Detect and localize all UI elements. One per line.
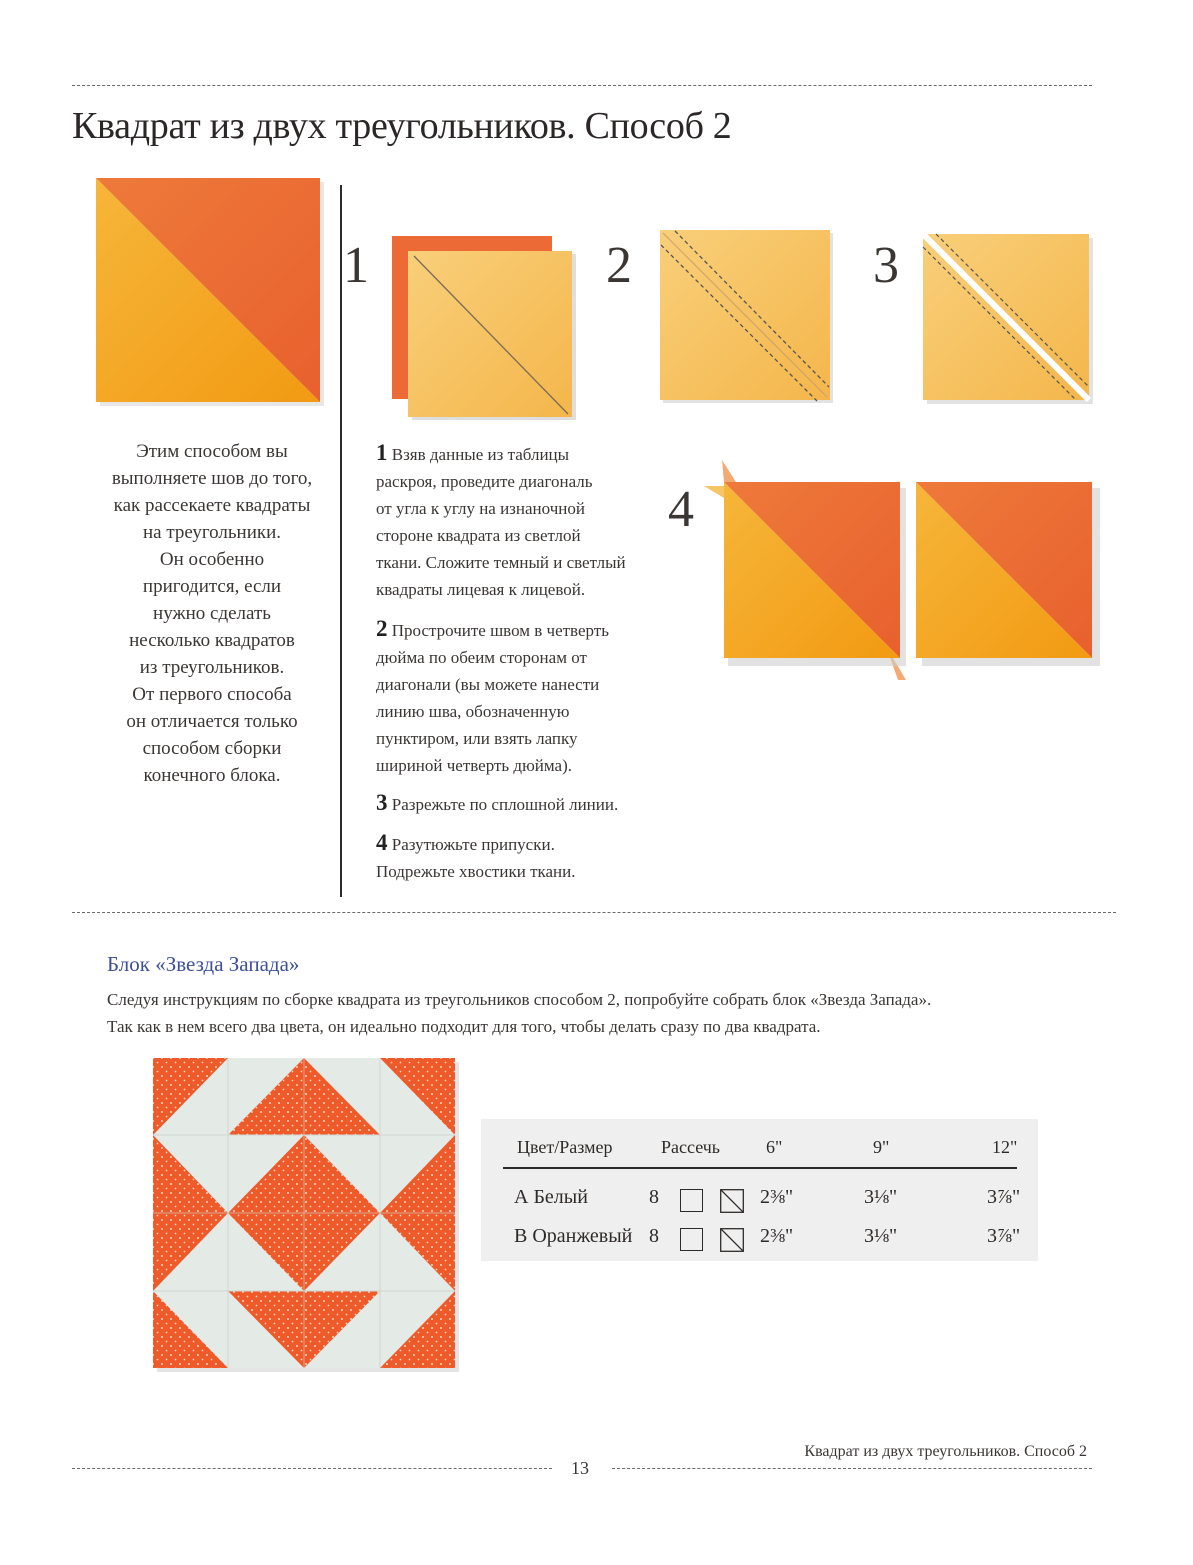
step-number-1: 1 (343, 237, 369, 294)
row-a-6: 2⅜" (760, 1186, 794, 1208)
page-title: Квадрат из двух треугольников. Способ 2 (72, 105, 732, 147)
header-color-size: Цвет/Размер (517, 1137, 613, 1157)
step1-stacked-squares (388, 232, 578, 422)
row-a-12: 3⅞" (987, 1186, 1021, 1208)
header-9: 9" (873, 1137, 890, 1157)
instruction-step-3: 3 Разрежьте по сплошной линии. (376, 790, 619, 815)
header-cut: Рассечь (661, 1137, 721, 1157)
step-number-4: 4 (668, 481, 694, 538)
table-header-rule (503, 1167, 1017, 1169)
section-text: Следуя инструкциям по сборке квадрата из треугольников способом 2, попробуйте собрать блок «Звезда Запада». Так как в нем всего два цвета, он идеально подходит для того, чтобы делать сразу по два квадрата. (107, 990, 932, 1036)
step-number-3: 3 (873, 237, 899, 294)
step-number-2: 2 (606, 237, 632, 294)
instruction-step-1: 1 Взяв данные из таблицы раскроя, проведите диагональ от угла к углу на изнаночной стороне квадрата из светлой ткани. Сложите темный и светлый квадраты лицевая к лицевой. (376, 440, 626, 599)
header-12: 12" (992, 1137, 1018, 1157)
section-title: Блок «Звезда Запада» (107, 952, 300, 976)
square-icon (680, 1228, 703, 1251)
row-b-color: В Оранжевый (514, 1225, 633, 1247)
step2-stitched-square (657, 227, 837, 407)
row-a-count: 8 (649, 1186, 659, 1208)
footer-rule-right (612, 1468, 1092, 1469)
intro-text: Этим способом вы выполняете шов до того, как рассекаете квадраты на треугольники. Он особенно пригодится, если нужно сделать несколько квадратов из треугольников. От первого способа он отличается только способом сборки конечного блока. (111, 441, 313, 786)
running-title: Квадрат из двух треугольников. Способ 2 (804, 1443, 1087, 1460)
top-dashed-rule (72, 85, 1092, 86)
middle-dashed-rule (72, 912, 1116, 913)
instruction-step-2: 2 Прострочите швом в четверть дюйма по обеим сторонам от диагонали (вы можете нанести линию шва, обозначенную пунктиром, или взять лапку шириной четверть дюйма). (376, 616, 609, 775)
square-icon (680, 1189, 703, 1212)
row-b-6: 2⅜" (760, 1225, 794, 1247)
page-number: 13 (571, 1458, 589, 1478)
header-6: 6" (766, 1137, 783, 1157)
step4-pressed-squares (700, 458, 1100, 682)
finished-half-square-triangle (94, 176, 326, 408)
cutting-table (481, 1119, 1038, 1261)
footer-rule-left (72, 1468, 552, 1469)
diagonal-square-icon (720, 1189, 744, 1213)
instruction-step-4: 4 Разутюжьте припуски. Подрежьте хвостики ткани. (376, 830, 576, 881)
step3-cut-square (920, 231, 1096, 407)
diagonal-square-icon (720, 1228, 744, 1252)
row-a-color: А Белый (514, 1186, 588, 1208)
star-of-the-west-block (150, 1055, 462, 1375)
row-b-12: 3⅞" (987, 1225, 1021, 1247)
row-b-count: 8 (649, 1225, 659, 1247)
row-b-9: 3⅛" (864, 1225, 898, 1247)
row-a-9: 3⅛" (864, 1186, 898, 1208)
vertical-divider (340, 185, 342, 897)
